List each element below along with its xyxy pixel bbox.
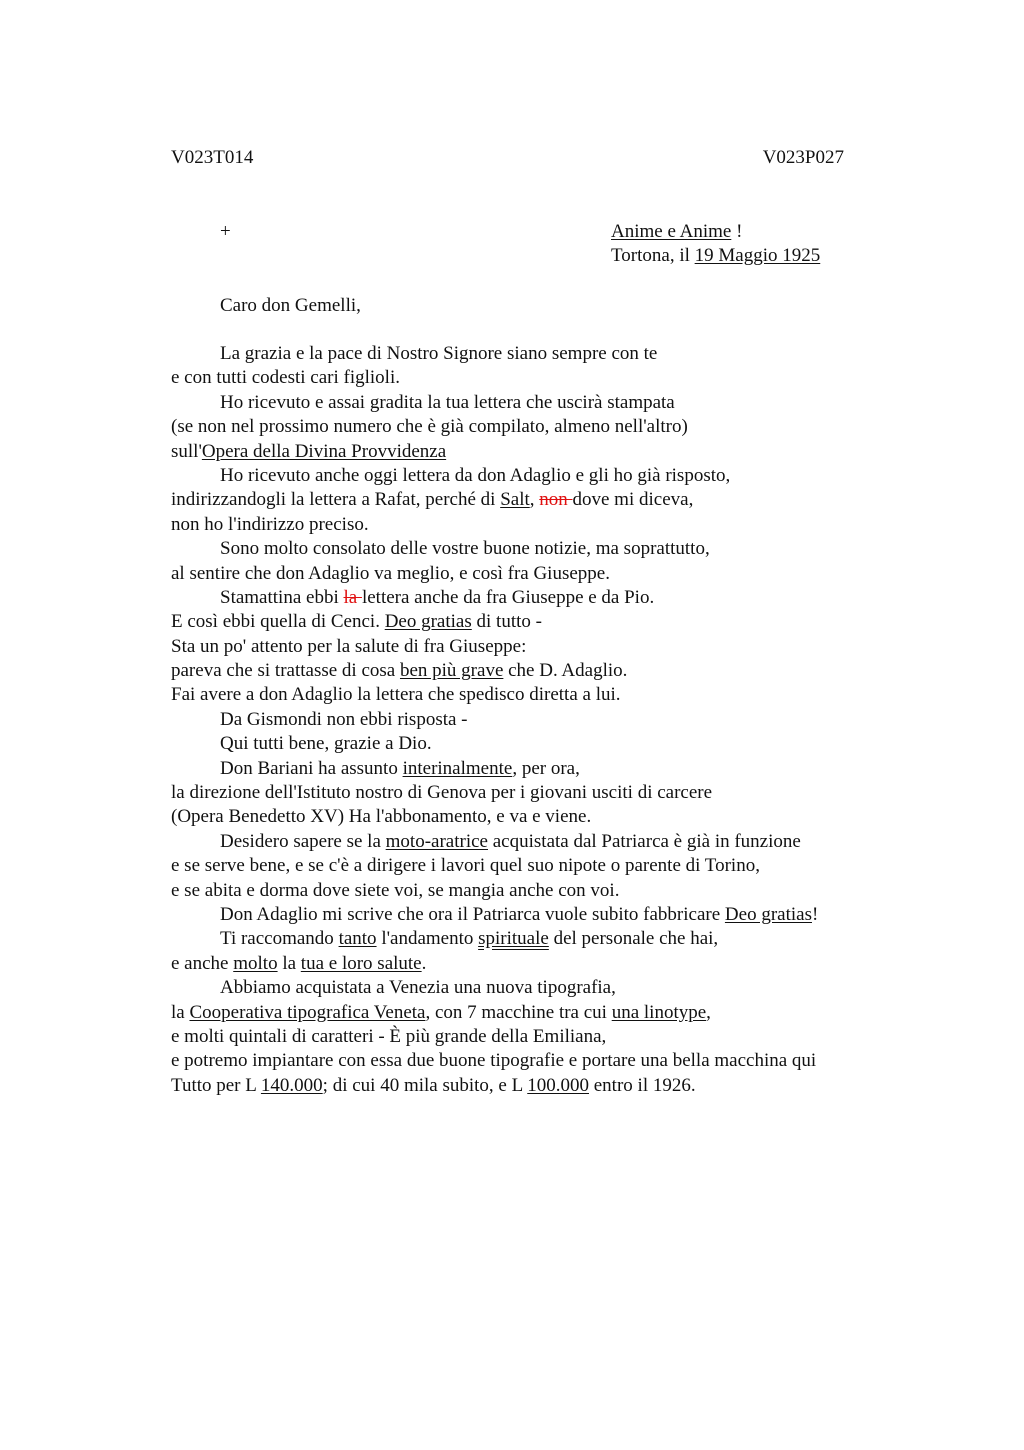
body-line: e se serve bene, e se c'è a dirigere i lavori quel suo nipote o parente di Torino, bbox=[171, 855, 760, 877]
text-span: del personale che hai, bbox=[548, 928, 719, 950]
underlined-text: Deo gratias bbox=[724, 903, 812, 925]
cross-mark: + bbox=[220, 221, 231, 242]
body-line: e con tutti codesti cari figlioli. bbox=[171, 367, 400, 389]
text-span: ! bbox=[811, 903, 819, 925]
text-span: che D. Adaglio. bbox=[503, 660, 628, 682]
underlined-text: tanto bbox=[338, 928, 377, 950]
text-span: , bbox=[529, 489, 540, 511]
text-span: dove mi diceva, bbox=[572, 489, 694, 511]
text-span: indirizzandogli la lettera a Rafat, perché di bbox=[171, 489, 501, 511]
text-span: Desidero sapere se la bbox=[220, 830, 386, 852]
body-line: e molti quintali di caratteri - È più grande della Emiliana, bbox=[171, 1025, 607, 1047]
text-span: la bbox=[277, 952, 301, 974]
text-span: , per ora, bbox=[512, 757, 580, 779]
body-line bbox=[171, 586, 891, 610]
body-line bbox=[171, 1001, 891, 1025]
body-line: non ho l'indirizzo preciso. bbox=[171, 513, 369, 535]
body-line: al sentire che don Adaglio va meglio, e così fra Giuseppe. bbox=[171, 562, 610, 584]
body-line: Ho ricevuto e assai gradita la tua lettera che uscirà stampata bbox=[220, 391, 675, 413]
body-line: e se abita e dorma dove siete voi, se mangia anche con voi. bbox=[171, 879, 620, 901]
underlined-text: molto bbox=[233, 952, 278, 974]
body-line bbox=[171, 903, 891, 927]
body-line bbox=[171, 830, 891, 854]
date-value: 19 Maggio 1925 bbox=[694, 245, 821, 266]
body-line: la direzione dell'Istituto nostro di Genova per i giovani usciti di carcere bbox=[171, 782, 713, 804]
underlined-text: Salt bbox=[500, 489, 530, 511]
underlined-text: moto-aratrice bbox=[385, 830, 488, 852]
text-span: l'andamento bbox=[376, 928, 479, 950]
body-line bbox=[171, 440, 891, 464]
body-line bbox=[171, 757, 891, 781]
body-line: Qui tutti bene, grazie a Dio. bbox=[220, 733, 432, 755]
underlined-text: interinalmente bbox=[402, 757, 513, 779]
header-left-code: V023T014 bbox=[171, 147, 254, 168]
text-span: Stamattina ebbi bbox=[220, 586, 344, 608]
text-span: di tutto - bbox=[471, 611, 542, 633]
body-line: La grazia e la pace di Nostro Signore siano sempre con te bbox=[220, 343, 658, 364]
text-span: entro il 1926. bbox=[589, 1074, 696, 1096]
body-line bbox=[171, 952, 891, 976]
body-line bbox=[171, 927, 891, 951]
text-span: lettera anche da fra Giuseppe e da Pio. bbox=[361, 586, 655, 608]
underlined-text: tua e loro salute bbox=[300, 952, 422, 974]
underlined-text: Deo gratias bbox=[384, 611, 472, 633]
body-line bbox=[171, 659, 891, 683]
letter-body bbox=[171, 342, 891, 1098]
body-line: Da Gismondi non ebbi risposta - bbox=[220, 708, 468, 730]
header-right-code: V023P027 bbox=[762, 147, 844, 168]
deleted-text: non bbox=[539, 489, 573, 511]
motto bbox=[611, 220, 742, 244]
text-span: Tutto per L bbox=[171, 1074, 261, 1096]
text-span: , con 7 macchine tra cui bbox=[425, 1001, 612, 1023]
underlined-text: Cooperativa tipografica Veneta bbox=[189, 1001, 426, 1023]
text-span: acquistata dal Patriarca è già in funzione bbox=[488, 830, 801, 852]
text-span: , bbox=[706, 1001, 711, 1023]
body-line: Abbiamo acquistata a Venezia una nuova tipografia, bbox=[220, 977, 616, 999]
underlined-text: una linotype bbox=[611, 1001, 707, 1023]
text-span: sull' bbox=[171, 440, 202, 462]
body-line bbox=[171, 488, 891, 512]
text-span: ; di cui 40 mila subito, e L bbox=[322, 1074, 528, 1096]
body-line: Sta un po' attento per la salute di fra Giuseppe: bbox=[171, 635, 527, 657]
underlined-text: 140.000 bbox=[260, 1074, 323, 1096]
text-span: E così ebbi quella di Cenci. bbox=[171, 611, 385, 633]
motto-suffix: ! bbox=[731, 221, 743, 242]
body-line: Fai avere a don Adaglio la lettera che spedisco diretta a lui. bbox=[171, 684, 621, 706]
motto-text: Anime e Anime bbox=[611, 221, 732, 242]
body-line: e potremo impiantare con essa due buone tipografie e portare una bella macchina qui bbox=[171, 1050, 817, 1072]
text-span: . bbox=[421, 952, 427, 974]
underlined-text: Opera della Divina Provvidenza bbox=[201, 440, 447, 462]
text-span: e anche bbox=[171, 952, 234, 974]
body-line: (se non nel prossimo numero che è già compilato, almeno nell'altro) bbox=[171, 416, 688, 438]
text-span: la bbox=[171, 1001, 190, 1023]
underlined-text: 100.000 bbox=[527, 1074, 589, 1096]
text-span: Ti raccomando bbox=[220, 928, 339, 950]
body-line: (Opera Benedetto XV) Ha l'abbonamento, e va e viene. bbox=[171, 806, 592, 828]
body-line: Sono molto consolato delle vostre buone notizie, ma soprattutto, bbox=[220, 538, 710, 560]
body-line bbox=[171, 610, 891, 634]
double-underlined-text: spirituale bbox=[478, 928, 549, 950]
deleted-text: la bbox=[343, 586, 362, 608]
body-line: Ho ricevuto anche oggi lettera da don Adaglio e gli ho già risposto, bbox=[220, 464, 731, 486]
body-line bbox=[171, 1074, 891, 1098]
date-line bbox=[611, 244, 820, 268]
text-span: Don Bariani ha assunto bbox=[220, 757, 403, 779]
date-prefix: Tortona, il bbox=[611, 245, 695, 266]
text-span: Don Adaglio mi scrive che ora il Patriarca vuole subito fabbricare bbox=[220, 903, 725, 925]
text-span: pareva che si trattasse di cosa bbox=[171, 660, 400, 682]
salutation: Caro don Gemelli, bbox=[220, 295, 361, 316]
underlined-text: ben più grave bbox=[399, 660, 504, 682]
